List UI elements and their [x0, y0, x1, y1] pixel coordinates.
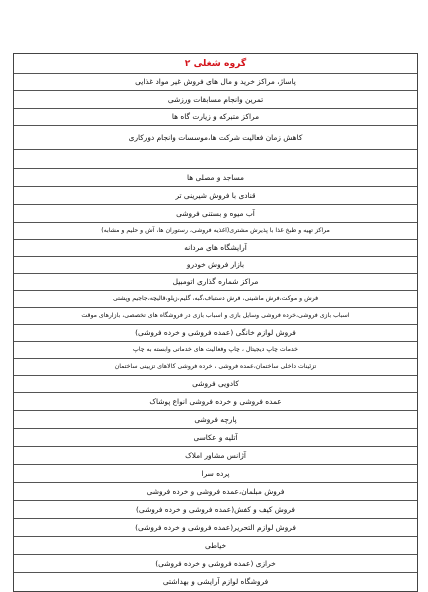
table-row-text: فرش و موکت،فرش ماشینی، فرش دستباف،گبه، گلیم،زیلو،قالیچه،جاجیم وپشتی — [112, 295, 319, 303]
table-header-title: گروه شغلی ۲ — [184, 57, 247, 69]
table-row — [14, 205, 417, 223]
table-row-text: فروش لوازم التحریر(عمده فروشی و خرده فروشی) — [135, 522, 296, 532]
table-row — [14, 393, 417, 411]
table-row-text: تزئینات داخلی ساختمان،عمده فروشی ، خرده فروشی کالاهای تزیینی ساختمان — [114, 363, 317, 371]
table-row — [14, 291, 417, 308]
table-row-text: کاهش زمان فعالیت شرکت ها،موسسات وانجام دورکاری — [128, 132, 303, 142]
table-row-text: آب میوه و بستنی فروشی — [176, 208, 255, 218]
table-row — [14, 169, 417, 187]
table-row-text: کادویی فروشی — [192, 379, 239, 389]
table-row — [14, 126, 417, 150]
table-row-text: خرازی (عمده فروشی و خرده فروشی) — [155, 558, 276, 568]
table-row — [14, 74, 417, 91]
table-row-text: مساجد و مصلی ها — [187, 172, 244, 182]
table-row — [14, 257, 417, 274]
table-row-text: خدمات چاپ دیجیتال ، چاپ وفعالیت های خدماتی وابسته به چاپ — [133, 346, 298, 354]
table-row-text: عمده فروشی و خرده فروشی انواع پوشاک — [149, 396, 282, 406]
table-row-text: مراکز شماره گذاری اتومبیل — [172, 277, 259, 287]
table-row — [14, 555, 417, 573]
table-row — [14, 223, 417, 240]
table-header — [14, 54, 417, 74]
table-row-text: فروش مبلمان،عمده فروشی و خرده فروشی — [146, 486, 285, 496]
table-row-text: مراکز تهیه و طبخ غذا با پذیرش مشتری(اغذیه فروشی، رستوران ها، آش و حلیم و مشابه) — [101, 227, 330, 235]
table-row — [14, 429, 417, 447]
table-row — [14, 411, 417, 429]
table-row — [14, 573, 417, 591]
table-row-text: فروش کیف و کفش(عمده فروشی و خرده فروشی) — [136, 504, 295, 514]
table-row — [14, 150, 417, 169]
table-row-text: پارچه فروشی — [194, 414, 237, 424]
business-group-table — [13, 53, 418, 592]
table-row — [14, 109, 417, 126]
table-row — [14, 325, 417, 342]
table-row — [14, 359, 417, 376]
table-row-text: آژانس مشاور املاک — [185, 450, 246, 460]
table-row — [14, 342, 417, 359]
table-row-text: فروش لوازم خانگی (عمده فروشی و خرده فروشی) — [135, 328, 296, 338]
table-row-text: آتلیه و عکاسی — [193, 432, 238, 442]
table-row-text: تمرین وانجام مسابقات ورزشی — [167, 94, 264, 104]
table-row — [14, 519, 417, 537]
table-row — [14, 501, 417, 519]
table-row-text: فروشگاه لوازم آرایشی و بهداشتی — [162, 577, 269, 587]
table-row — [14, 308, 417, 325]
table-row-text: قنادی با فروش شیرینی تر — [175, 190, 256, 200]
table-row — [14, 91, 417, 109]
table-row — [14, 483, 417, 501]
table-row-text: آرایشگاه های مردانه — [184, 243, 247, 253]
table-row-text: مراکز متبرکه و زیارت گاه ها — [171, 112, 260, 122]
table-row — [14, 465, 417, 483]
table-row-text: پاساژ، مراکز خرید و مال های فروش غیر مواد غذایی — [135, 77, 296, 87]
table-row — [14, 240, 417, 257]
table-row-text: پرده سرا — [201, 468, 230, 478]
table-row — [14, 537, 417, 555]
table-row — [14, 447, 417, 465]
table-row-text: خیاطی — [204, 540, 227, 550]
table-row — [14, 274, 417, 291]
table-row — [14, 187, 417, 205]
table-row-text: اسباب بازی فروشی،خرده فروشی وسایل بازی و اسباب بازی در فروشگاه های تخصصی، بازارهای موقت — [81, 312, 350, 320]
table-row — [14, 376, 417, 393]
table-row-text: بازار فروش خودرو — [186, 260, 245, 270]
